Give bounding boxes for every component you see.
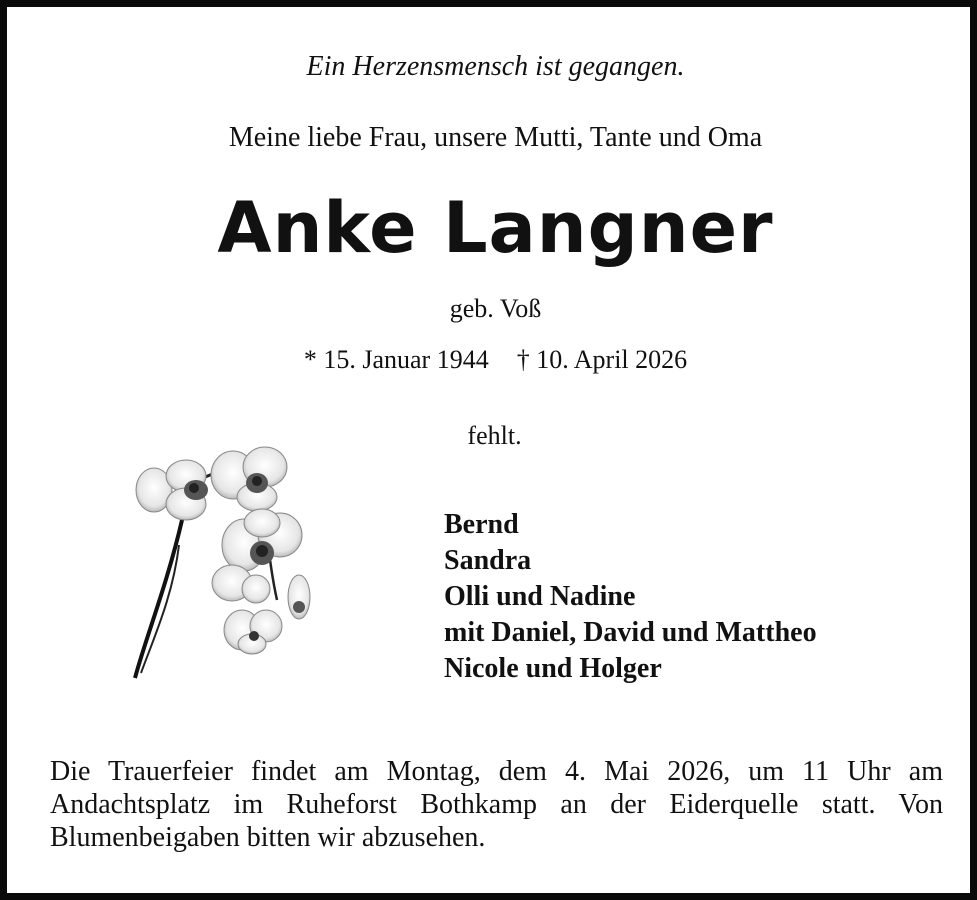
funeral-info: Die Trauerfeier findet am Montag, dem 4. Mai 2026, um 11 Uhr am Andachtsplatz im Ruheforst Bothkamp an der Eiderquelle statt. Von Blumenbeigaben bitten wir abzusehen.: [50, 756, 943, 853]
orchid-icon: [127, 435, 327, 685]
family-member: Sandra: [444, 545, 532, 576]
subtitle-line: Meine liebe Frau, unsere Mutti, Tante und Oma: [228, 122, 763, 153]
family-member: Bernd: [444, 509, 519, 540]
intro-line: Ein Herzensmensch ist gegangen.: [306, 51, 685, 82]
deceased-name: Anke Langner: [217, 187, 774, 269]
life-dates: [7, 345, 977, 375]
family-member: Nicole und Holger: [444, 653, 662, 684]
family-member: Olli und Nadine: [444, 581, 636, 612]
death-date: † 10. April 2026: [516, 345, 688, 374]
birth-date: * 15. Januar 1944: [303, 345, 489, 374]
family-member: mit Daniel, David und Mattheo: [444, 617, 817, 648]
family-list: [444, 507, 817, 687]
missed-line: fehlt.: [467, 421, 522, 450]
maiden-name: geb. Voß: [449, 294, 542, 323]
